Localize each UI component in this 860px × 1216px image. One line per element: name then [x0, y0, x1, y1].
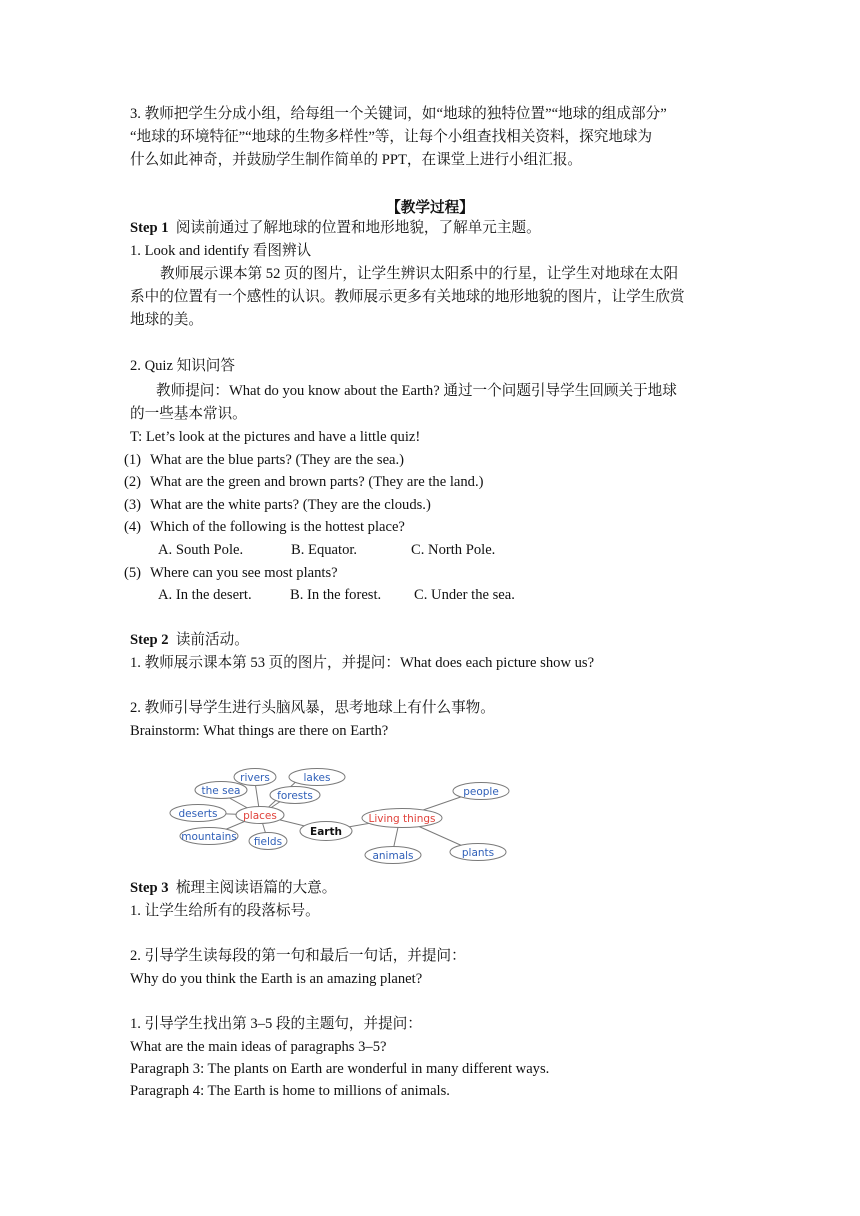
quiz-intro-line-2: 的一些基本常识。 — [130, 406, 247, 422]
node-label: mountains — [181, 831, 237, 843]
node-rivers — [234, 769, 276, 786]
step3-item2: 2. 引导学生读每段的第一句和最后一句话，并提问： — [130, 948, 466, 964]
step2-text: 读前活动。 — [175, 632, 249, 648]
node-label: deserts — [178, 808, 218, 820]
question-text: What are the green and brown parts? (They are the land.) — [150, 474, 484, 490]
node-places — [236, 807, 284, 824]
intro-line-3: 什么如此神奇，并鼓励学生制作简单的 PPT，在课堂上进行小组汇报。 — [130, 152, 583, 168]
question-number: (4) — [124, 519, 142, 535]
option: B. In the forest. — [290, 587, 382, 603]
question-text: What are the white parts? (They are the clouds.) — [150, 497, 431, 513]
node-the-sea — [195, 782, 247, 799]
node-label: the sea — [201, 785, 241, 797]
paragraph-3-idea: Paragraph 3: The plants on Earth are wonderful in many different ways. — [130, 1061, 550, 1077]
question-number: (3) — [124, 497, 142, 513]
intro-line-2: “地球的环境特征”“地球的生物多样性”等，让每个小组查找相关资料，探究地球为 — [130, 129, 653, 145]
node-label: animals — [372, 850, 414, 862]
node-fields — [249, 833, 287, 850]
intro-line-1: 3. 教师把学生分成小组，给每组一个关键词，如“地球的独特位置”“地球的组成部分” — [130, 106, 667, 122]
question-number: (1) — [124, 452, 142, 468]
teacher-line: T: Let’s look at the pictures and have a little quiz! — [130, 429, 421, 445]
step1-text: 阅读前通过了解地球的位置和地形地貌，了解单元主题。 — [175, 220, 541, 236]
paragraph-4-idea: Paragraph 4: The Earth is home to millions of animals. — [130, 1083, 450, 1099]
step1-item2: 2. Quiz 知识问答 — [130, 358, 235, 374]
question-text: Which of the following is the hottest place? — [150, 519, 405, 535]
section-title: 【教学过程】 — [386, 200, 474, 216]
node-deserts — [170, 805, 226, 822]
question-text: Where can you see most plants? — [150, 565, 338, 581]
step3-label: Step 3 — [130, 880, 169, 896]
node-plants — [450, 844, 506, 861]
step3-item3: 1. 引导学生找出第 3–5 段的主题句，并提问： — [130, 1016, 422, 1032]
node-label: fields — [253, 836, 283, 848]
node-animals — [365, 847, 421, 864]
step3-item1: 1. 让学生给所有的段落标号。 — [130, 903, 320, 919]
step1-para-line-3: 地球的美。 — [130, 312, 203, 328]
node-label: plants — [461, 847, 495, 859]
step2-item1: 1. 教师展示课本第 53 页的图片，并提问：What does each picture show us? — [130, 655, 595, 671]
step3-question-1: Why do you think the Earth is an amazing planet? — [130, 971, 423, 987]
node-label: Earth — [310, 826, 342, 838]
node-earth — [300, 822, 352, 841]
quiz-intro-line-1: 教师提问：What do you know about the Earth? 通过一个问题引导学生回顾关于地球 — [156, 383, 677, 399]
question-text: What are the blue parts? (They are the sea.) — [150, 452, 405, 468]
node-label: places — [243, 810, 277, 822]
node-label: people — [463, 786, 499, 798]
node-label: lakes — [303, 772, 331, 784]
node-label: forests — [277, 790, 313, 802]
node-forests — [270, 787, 320, 804]
step2-label: Step 2 — [130, 632, 169, 648]
option: B. Equator. — [291, 542, 358, 558]
question-number: (2) — [124, 474, 142, 490]
step2-item2: 2. 教师引导学生进行头脑风暴，思考地球上有什么事物。 — [130, 700, 495, 716]
option: A. In the desert. — [158, 587, 252, 603]
step3-question-2: What are the main ideas of paragraphs 3–5? — [130, 1039, 387, 1055]
step3-text: 梳理主阅读语篇的大意。 — [175, 880, 337, 896]
node-living-things — [362, 809, 442, 828]
brainstorm-question: Brainstorm: What things are there on Earth? — [130, 723, 389, 739]
option: C. North Pole. — [411, 542, 496, 558]
step1-label: Step 1 — [130, 220, 169, 236]
node-mountains — [180, 828, 238, 845]
step3-heading — [130, 878, 336, 898]
option: A. South Pole. — [158, 542, 244, 558]
step1-para-line-2: 系中的位置有一个感性的认识。教师展示更多有关地球的地形地貌的图片，让学生欣赏 — [130, 289, 685, 305]
node-lakes — [289, 769, 345, 786]
step1-para-line-1: 教师展示课本第 52 页的图片，让学生辨识太阳系中的行星，让学生对地球在太阳 — [160, 266, 679, 282]
option: C. Under the sea. — [414, 587, 515, 603]
node-label: Living things — [368, 813, 436, 825]
node-label: rivers — [240, 772, 270, 784]
node-people — [453, 783, 509, 800]
question-number: (5) — [124, 565, 142, 581]
step1-item1: 1. Look and identify 看图辨认 — [130, 243, 312, 259]
